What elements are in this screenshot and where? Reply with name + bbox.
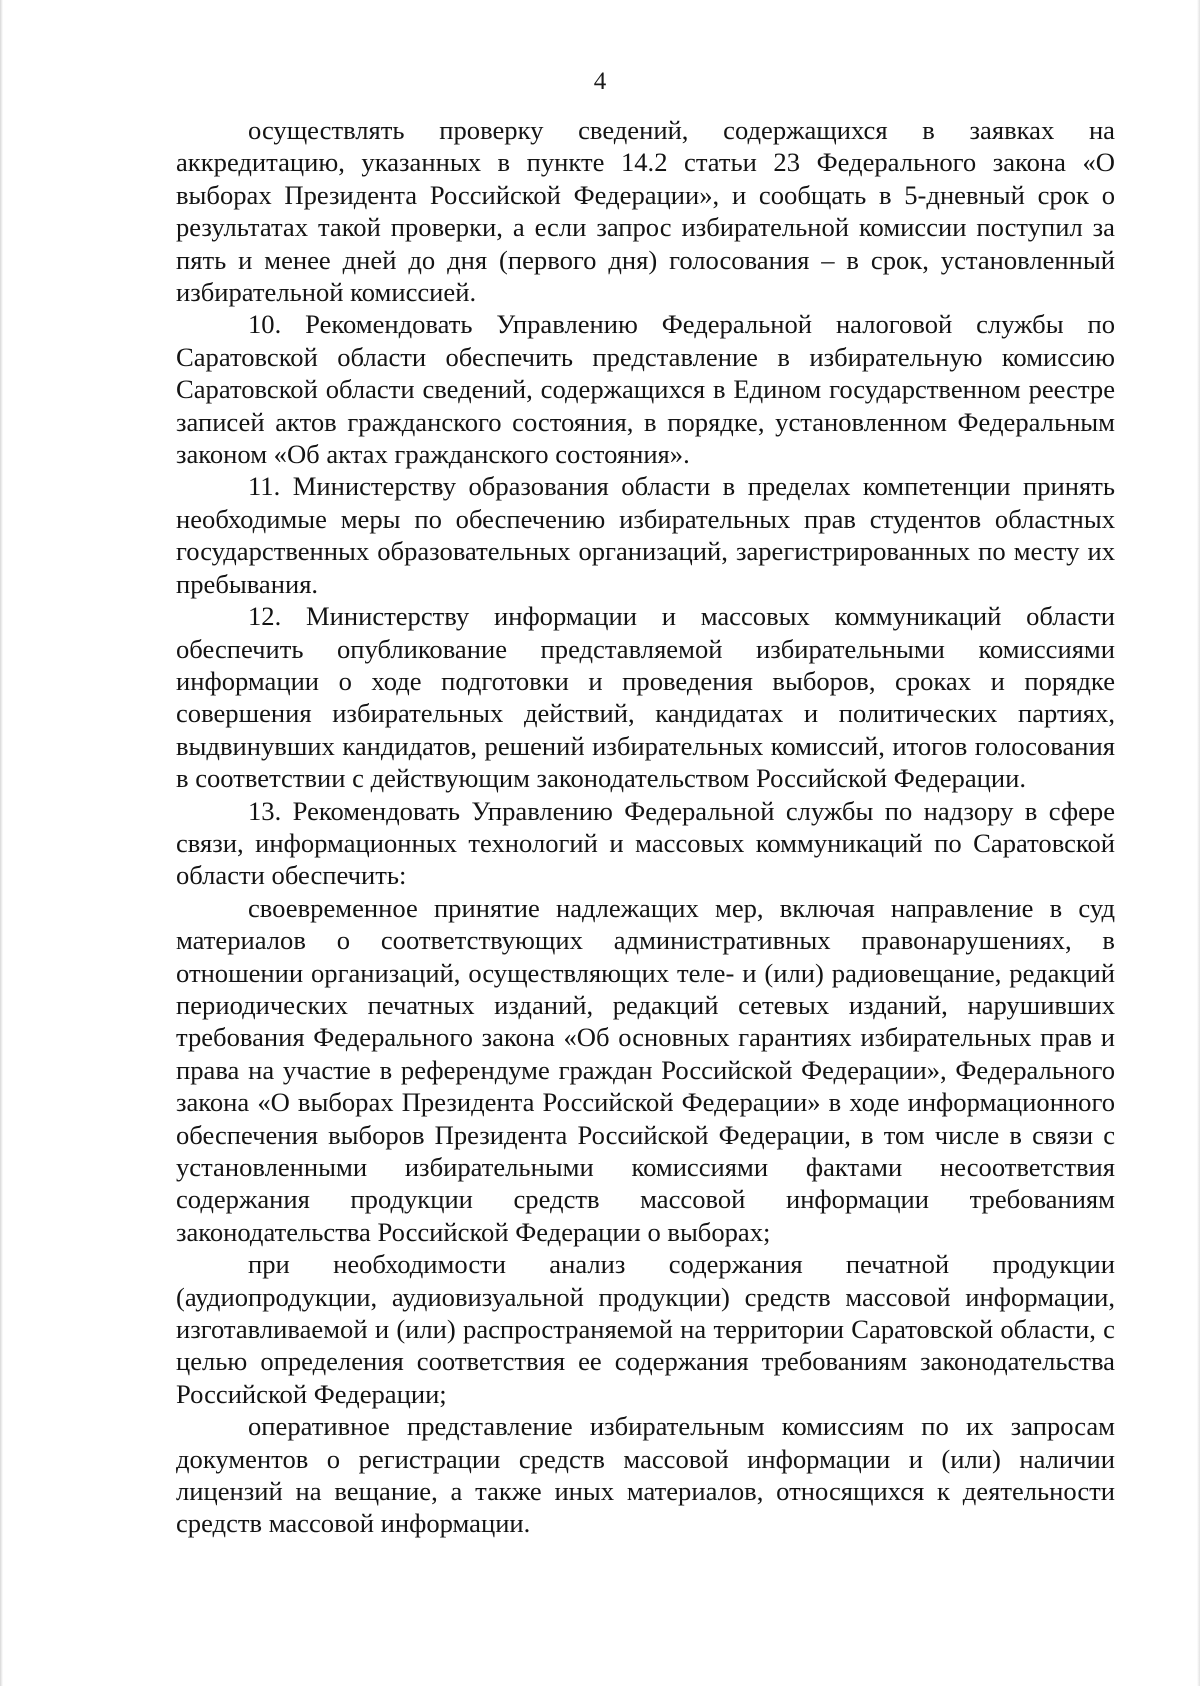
paragraph-item-10: 10. Рекомендовать Управлению Федеральной налоговой службы по Саратовской области обеспечить представление в избирательную комиссию Саратовской области сведений, содержащихся в Едином государственном реестре записей актов гражданского состояния, в порядке, установленном Федеральным законом «Об актах гражданского состояния». [176,309,1115,470]
page-number: 4 [593,68,607,95]
paragraph-item-12: 12. Министерству информации и массовых коммуникаций области обеспечить опубликование представляемой избирательными комиссиями информации о ходе подготовки и проведения выборов, сроках и порядке совершения избирательных действий, кандидатах и политических партиях, выдвинувших кандидатов, решений избирательных комиссий, итогов голосования в соответствии с действующим законодательством Российской Федерации. [176,601,1115,794]
scan-edge-left [0,0,3,1686]
paragraph-item-9-continuation: осуществлять проверку сведений, содержащихся в заявках на аккредитацию, указанных в пункте 14.2 статьи 23 Федерального закона «О выборах Президента Российской Федерации», и сообщать в 5-дневный срок о результатах такой проверки, а если запрос избирательной комиссии поступил за пять и менее дней до дня (первого дня) голосования – в срок, установленный избирательной комиссией. [176,115,1115,308]
paragraph-item-13-sub-2: при необходимости анализ содержания печатной продукции (аудиопродукции, аудиовизуальной продукции) средств массовой информации, изготавливаемой и (или) распространяемой на территории Саратовской области, с целью определения соответствия ее содержания требованиям законодательства Российской Федерации; [176,1249,1115,1409]
paragraph-item-13: 13. Рекомендовать Управлению Федеральной службы по надзору в сфере связи, информационных технологий и массовых коммуникаций по Саратовской области обеспечить: [176,795,1115,891]
paragraph-item-13-sub-1: своевременное принятие надлежащих мер, включая направление в суд материалов о соответствующих административных правонарушениях, в отношении организаций, осуществляющих теле- и (или) радиовещание, редакций периодических печатных изданий, редакций сетевых изданий, нарушивших требования Федерального закона «Об основных гарантиях избирательных прав и права на участие в референдуме граждан Российской Федерации», Федерального закона «О выборах Президента Российской Федерации» в ходе информационного обеспечения выборов Президента Российской Федерации, в том числе в связи с установленными избирательными комиссиями фактами несоответствия содержания продукции средств массовой информации требованиям законодательства Российской Федерации о выборах; [176,892,1115,1247]
paragraph-item-11: 11. Министерству образования области в пределах компетенции принять необходимые меры по обеспечению избирательных прав студентов областных государственных образовательных организаций, зарегистрированных по месту их пребывания. [176,471,1115,599]
paragraph-item-13-sub-3: оперативное представление избирательным комиссиям по их запросам документов о регистрации средств массовой информации и (или) наличии лицензий на вещание, а также иных материалов, относящихся к деятельности средств массовой информации. [176,1411,1115,1539]
document-body [176,114,1115,1540]
